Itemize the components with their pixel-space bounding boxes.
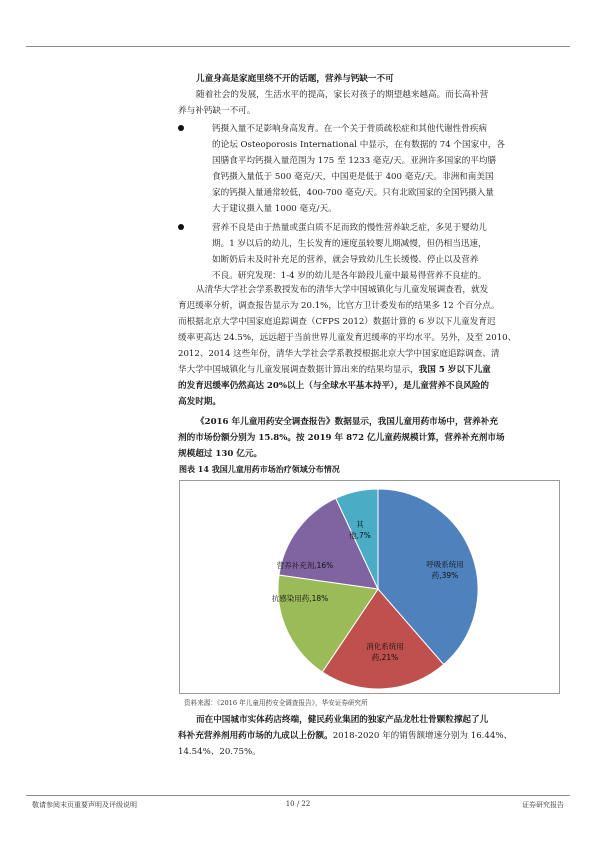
text-span: 华大学中国城镇化与儿童发展调查数据计算出来的结果均显示， [178, 365, 419, 375]
text-line: 《2016 年儿童用药安全调查报告》数据显示，我国儿童用药市场中，营养补充 [196, 417, 498, 427]
page-footer [26, 800, 570, 812]
text-line: 养与补钙缺一不可。 [178, 106, 256, 116]
text-line: 期。1 岁以后的幼儿，生长发育的速度虽较婴儿期减慢，但仍相当迅速， [212, 239, 487, 249]
text-span: 2018-2020 年的销售额增速分别为 16.44%、 [332, 731, 513, 741]
text-line: 规模超过 130 亿元。 [178, 449, 263, 459]
emphasis-line: 的发育迟缓率仍然高达 20%以上（与全球水平基本持平），是儿童营养不良风险的 [178, 381, 490, 391]
footer-disclaimer: 敬请参阅末页重要声明及评级说明 [32, 801, 137, 809]
footer-report-type: 证券研究报告 [522, 801, 564, 809]
pie-chart-frame [179, 480, 560, 694]
text-line: 缓率更高达 24.5%，远远超于当前世界儿童发育迟缓率的平均水平。另外，及至 2010、 [178, 333, 517, 343]
text-line: 家的钙摄入量通常较低，400-700 毫克/天。只有北欧国家的全国钙摄入量 [212, 188, 494, 198]
figure-source: 资料来源：《2016 年儿童用药安全调查报告》，华安证券研究所 [184, 699, 368, 707]
bullet-list [178, 121, 558, 284]
bullet-item-malnutrition [178, 220, 558, 284]
footer-rule [26, 795, 570, 796]
pharmacy-paragraph [178, 712, 558, 760]
market-size-paragraph [178, 414, 558, 462]
emphasis-span: 我国 5 岁以下儿童 [418, 365, 491, 375]
emphasis-line: 而在中国城市实体药店终端，健民药业集团的独家产品龙牡壮骨颗粒撑起了儿 [196, 715, 489, 725]
text-line: 2012、2014 这些年份，清华大学社会学系教授根据北京大学中国家庭追踪调查、清 [178, 349, 500, 359]
bullet-dot-icon [178, 224, 184, 230]
pie-slice-label: 呼吸系统用药,39% [426, 560, 464, 580]
text-line: 从清华大学社会学系教授发布的清华大学中国城镇化与儿童发展调查看，就发 [196, 285, 489, 295]
text-line: 育迟缓率分析，调查报告显示为 20.1%，比官方卫计委发布的结果多 12 个百分点。 [178, 301, 500, 311]
pie-slice-label: 营养补充剂,16% [276, 561, 334, 570]
emphasis-line: 高发时期。 [178, 397, 221, 407]
emphasis-span: 科补充营养剂用药市场的九成以上份额。 [178, 731, 333, 741]
text-line: 如断奶后未及时补充足的营养，就会导致幼儿生长缓慢、停止以及营养 [212, 255, 479, 265]
stunting-paragraph [178, 282, 558, 410]
text-line: 14.54%、20.75%。 [178, 747, 261, 757]
text-line [178, 362, 558, 378]
text-line: 营养不良是由于热量或蛋白质不足而致的慢性营养缺乏症，多见于婴幼儿 [212, 223, 488, 233]
bullet-item-calcium [178, 121, 558, 217]
pie-slice-label: 其他,7% [349, 520, 371, 540]
text-line: 剂的市场份额分别为 15.8%。按 2019 年 872 亿儿童药规模计算，营养补充剂市场 [178, 433, 505, 443]
bullet-dot-icon [178, 125, 184, 131]
text-line: 食钙摄入量低于 500 毫克/天，中国更是低于 400 毫克/天。非洲和南美国 [212, 172, 494, 182]
text-line: 大于建议摄入量 1000 毫克/天。 [212, 204, 337, 214]
text-line: 而根据北京大学中国家庭追踪调查（CFPS 2012）数据计算的 6 岁以下儿童发育迟 [178, 317, 496, 327]
intro-paragraph [178, 87, 558, 119]
text-line: 随着社会的发展，生活水平的提高，家长对孩子的期望越来越高。而长高补营 [196, 90, 489, 100]
pie-chart [180, 481, 559, 693]
text-line: 不良。研究发现：1-4 岁的幼儿是各年龄段儿童中最易得营养不良症的。 [212, 271, 487, 281]
header-rule [26, 46, 570, 47]
figure-caption: 图表 14 我国儿童用药市场治疗领域分布情况 [179, 464, 340, 474]
pie-slice-label: 消化系统用药,21% [366, 642, 404, 662]
section-heading: 儿童身高是家庭里绕不开的话题，营养与钙缺一不可 [196, 74, 394, 84]
text-line: 的论坛 Osteoporosis International 中显示，在有数据的 74 个国家中，各 [212, 140, 505, 150]
text-line: 国膳食平均钙摄入量范围为 175 至 1233 毫克/天。亚洲许多国家的平均膳 [212, 156, 497, 166]
text-line [178, 728, 558, 744]
text-line: 钙摄入量不足影响身高发育。在一个关于骨质疏松症和其他代谢性骨疾病 [212, 124, 488, 134]
pie-slice-label: 抗感染用药,18% [271, 594, 329, 603]
page-number: 10 / 22 [285, 800, 311, 808]
